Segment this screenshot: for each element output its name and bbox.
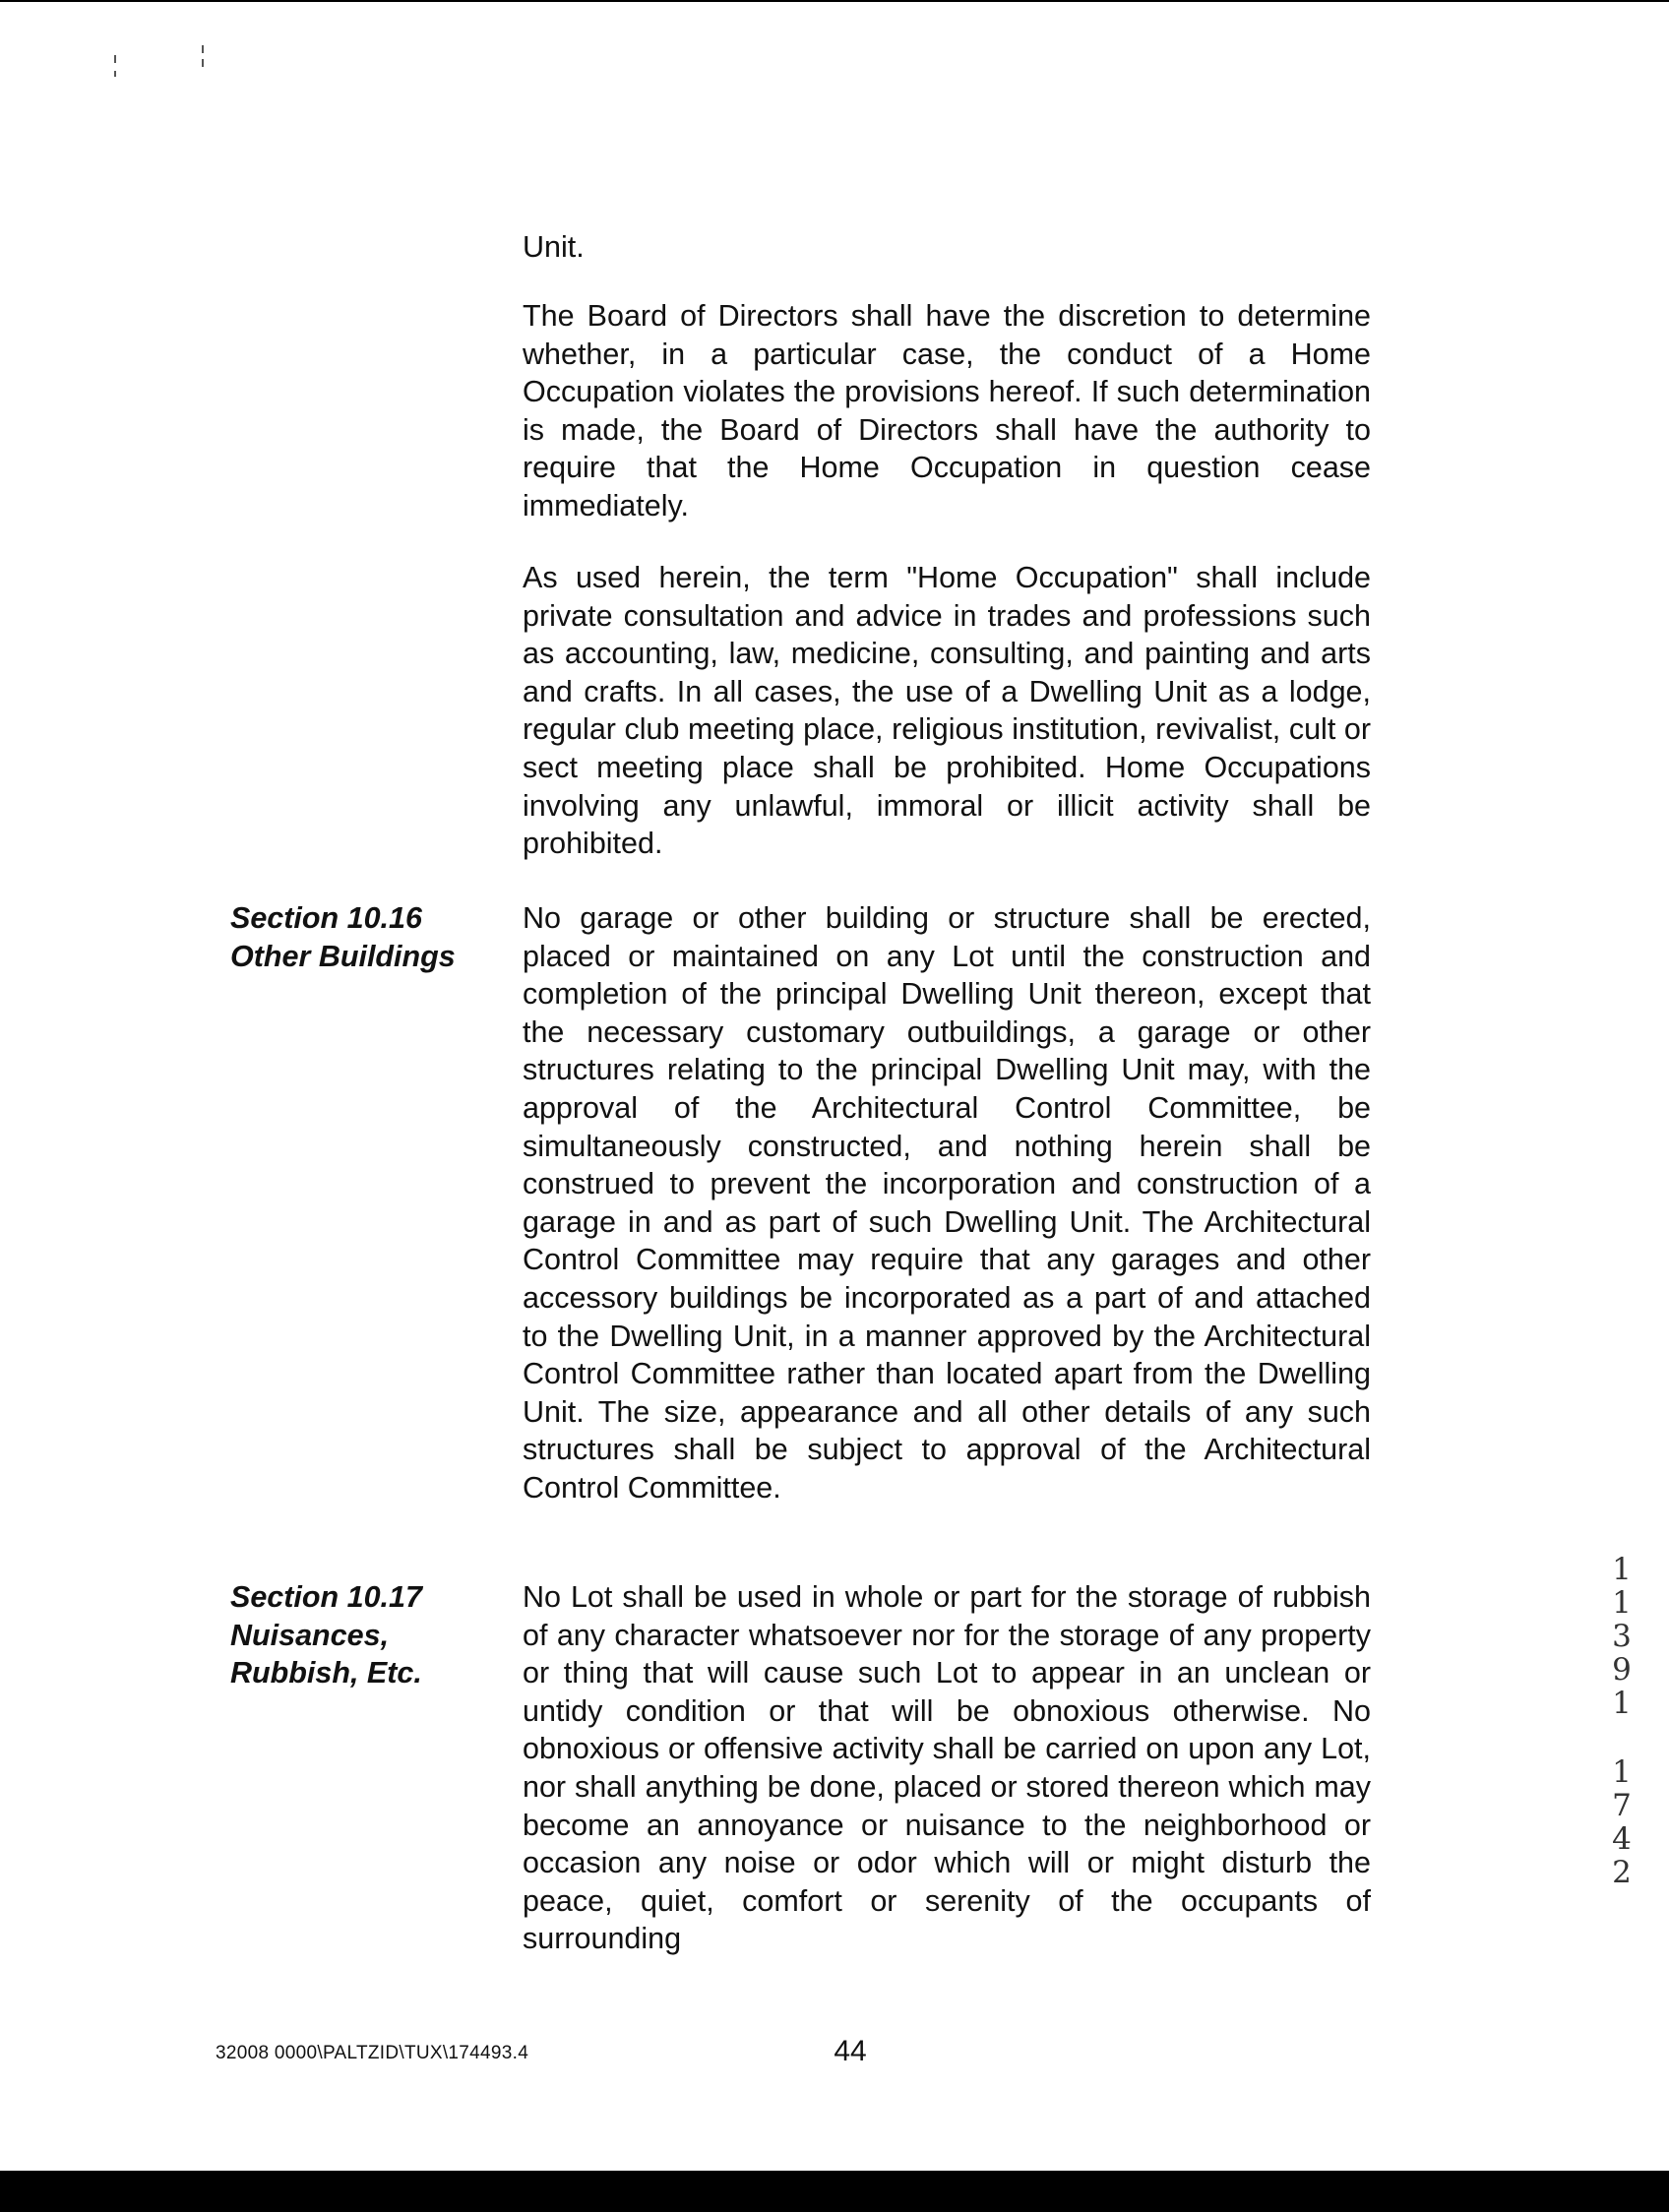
page-number: 44 bbox=[834, 2035, 867, 2067]
paragraph-unit: Unit. bbox=[523, 230, 585, 264]
paragraph-board-discretion: The Board of Directors shall have the discretion to determine whether, in a particular case, the conduct of a Home Occupation violates the provisions hereof. If such determination is made, the Board of Directors shall have the authority to require that the Home Occupation in question cease immediately. bbox=[523, 299, 1371, 522]
bates-stamp-lower bbox=[1602, 1755, 1641, 1889]
stamp-digit: 2 bbox=[1612, 1855, 1632, 1890]
stamp-digit: 1 bbox=[1612, 1585, 1632, 1621]
stamp-digit: 7 bbox=[1612, 1788, 1632, 1823]
section-number: Section 10.17 bbox=[230, 1580, 422, 1614]
footer-document-reference: 32008 0000\PALTZID\TUX\174493.4 bbox=[216, 2043, 529, 2063]
scan-mark bbox=[114, 71, 116, 77]
scan-mark bbox=[114, 55, 116, 63]
section-title: Rubbish, Etc. bbox=[230, 1656, 422, 1690]
scan-mark bbox=[202, 59, 204, 67]
stamp-digit: 3 bbox=[1612, 1619, 1632, 1654]
paragraph-home-occupation-definition: As used herein, the term "Home Occupation" shall include private consultation and advice in trades and professions such as accounting, law, medicine, consulting, and painting and arts and crafts. In all cases, the use of a Dwelling Unit as a lodge, regular club meeting place, religious institution, revivalist, cult or sect meeting place shall be prohibited. Home Occupations involving any unlawful, immoral or illicit activity shall be prohibited. bbox=[523, 561, 1371, 861]
stamp-digit: 1 bbox=[1612, 1754, 1632, 1790]
section-label-10-17 bbox=[230, 1578, 486, 1692]
bates-stamp-upper bbox=[1602, 1553, 1641, 1720]
stamp-digit: 1 bbox=[1612, 1552, 1632, 1587]
section-number: Section 10.16 bbox=[230, 901, 422, 935]
section-body-other-buildings: No garage or other building or structure shall be erected, placed or maintained on any Lot until the construction and completion of the principal Dwelling Unit thereon, except that the necessary customary outbuildings, a garage or other structures relating to the principal Dwelling Unit may, with the approval of the Architectural Control Committee, be simultaneously constructed, and nothing herein shall be construed to prevent the incorporation and construction of a garage in and as part of such Dwelling Unit. The Architectural Control Committee may require that any garages and other accessory buildings be incorporated as a part of and attached to the Dwelling Unit, in a manner approved by the Architectural Control Committee rather than located apart from the Dwelling Unit. The size, appearance and all other details of any such structures shall be subject to approval of the Architectural Control Committee. bbox=[523, 901, 1371, 1505]
stamp-digit: 9 bbox=[1612, 1652, 1632, 1688]
scan-mark bbox=[202, 45, 204, 53]
section-label-10-16 bbox=[230, 899, 486, 975]
section-title: Nuisances, bbox=[230, 1618, 390, 1652]
scan-top-edge bbox=[0, 0, 1669, 2]
stamp-digit: 4 bbox=[1612, 1821, 1632, 1857]
section-title: Other Buildings bbox=[230, 939, 456, 973]
section-body-nuisances: No Lot shall be used in whole or part for the storage of rubbish of any character whatsoever nor for the storage of any property or thing that will cause such Lot to appear in an unclean or untidy condition or that will be obnoxious otherwise. No obnoxious or offensive activity shall be carried on upon any Lot, nor shall anything be done, placed or stored thereon which may become an annoyance or nuisance to the neighborhood or occasion any noise or odor which will or might disturb the peace, quiet, comfort or serenity of the occupants of surrounding bbox=[523, 1580, 1371, 1956]
stamp-digit: 1 bbox=[1612, 1686, 1632, 1721]
scan-bottom-border bbox=[0, 2171, 1669, 2212]
